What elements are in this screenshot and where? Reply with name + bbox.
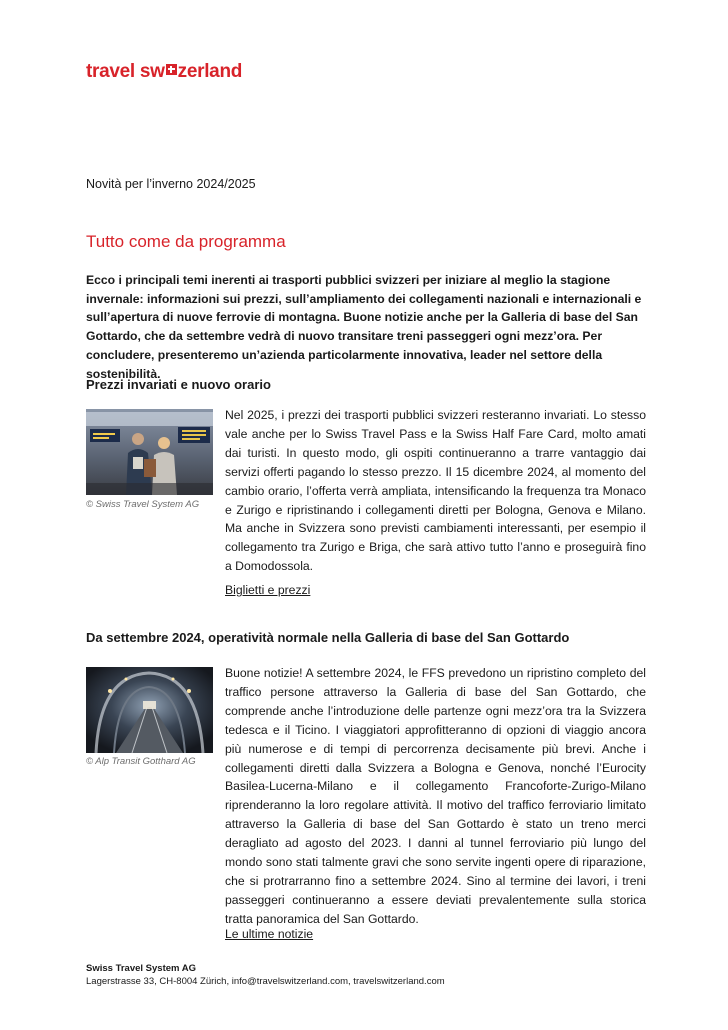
- logo-text-end: zerland: [177, 61, 243, 82]
- section-title-prezzi: Prezzi invariati e nuovo orario: [86, 377, 271, 392]
- travel-switzerland-logo: [86, 61, 242, 83]
- section-body-gottardo: Buone notizie! A settembre 2024, le FFS prevedono un ripristino completo del traffico persone attraverso la Galleria di base del San Gottardo, che comprende anche l’introduzione delle partenze ogni mezz’ora tra la Svizzera tedesca e il Ticino. I viaggiatori approfitteranno di opzioni di viaggio ancora più numerose e di tempi di percorrenza decisamente più brevi. Anche i collegamenti diretti dalla Svizzera a Bologna e Genova, nonché l’Eurocity Basilea-Lucerna-Milano e il collegamento Francoforte-Zurigo-Milano riprenderanno la loro regolare attività. Il motivo del traffico ferroviario limitato attraverso la Galleria di base del San Gottardo è stato un treno merci deragliato ad agosto del 2023. I danni al tunnel ferroviario più lungo del mondo sono stati talmente gravi che sono servite ingenti opere di riparazione, che si protrarranno fino a settembre 2024. Sino al termine dei lavori, i treni passeggeri continueranno a essere deviati prevalentemente sulla storica tratta panoramica del San Gottardo.: [225, 666, 646, 926]
- section-body-prezzi: Nel 2025, i prezzi dei trasporti pubblici svizzeri resteranno invariati. Lo stesso vale anche per lo Swiss Travel Pass e la Swiss Half Fare Card, molto amati dai turisti. In questo modo, gli ospiti continueranno a trarre vantaggio dai servizi offerti pagando lo stesso prezzo. Il 15 dicembre 2024, al momento del cambio orario, l’offerta verrà ampliata, intensificando la frequenza tra Monaco e Zurigo e ripristinando i collegamenti diretti per Bologna, Genova e Milano. Ma anche in Svizzera sono previsti cambiamenti interessanti, per esempio il collegamento tra Zurigo e Briga, che sarà attivo tutto l’anno e proseguirà fino a Domodossola.: [225, 408, 646, 574]
- travelers-station-image: [86, 409, 213, 495]
- footer-address: Lagerstrasse 33, CH-8004 Zürich, info@travelswitzerland.com, travelswitzerland.com: [86, 976, 445, 987]
- document-subtitle: Novità per l’inverno 2024/2025: [86, 177, 256, 191]
- photo-caption-2: © Alp Transit Gotthard AG: [86, 756, 196, 767]
- photo-caption-1: © Swiss Travel System AG: [86, 499, 200, 510]
- section-title-gottardo: Da settembre 2024, operatività normale nella Galleria di base del San Gottardo: [86, 630, 570, 645]
- swiss-cross-icon: [166, 64, 177, 75]
- tunnel-image: [86, 667, 213, 753]
- gotthard-tunnel-photo: [86, 667, 213, 753]
- logo-text-start: travel sw: [86, 61, 165, 82]
- tickets-prices-link[interactable]: Biglietti e prezzi: [225, 583, 311, 597]
- intro-paragraph: Ecco i principali temi inerenti ai trasporti pubblici svizzeri per iniziare al meglio la stagione invernale: informazioni sui prezzi, sull’ampliamento dei collegamenti nazionali e internazionali e sull’apertura di nuove ferrovie di montagna. Buone notizie anche per la Galleria di base del San Gottardo, che da settembre vedrà di nuovo transitare treni passeggeri ogni mezz’ora. Per concludere, presenteremo un’azienda particolarmente innovativa, leader nel settore della sostenibilità.: [86, 273, 642, 381]
- footer-company: Swiss Travel System AG: [86, 963, 197, 974]
- main-title: Tutto come da programma: [86, 232, 286, 251]
- latest-news-link[interactable]: Le ultime notizie: [225, 927, 314, 941]
- travelers-station-photo: [86, 409, 213, 495]
